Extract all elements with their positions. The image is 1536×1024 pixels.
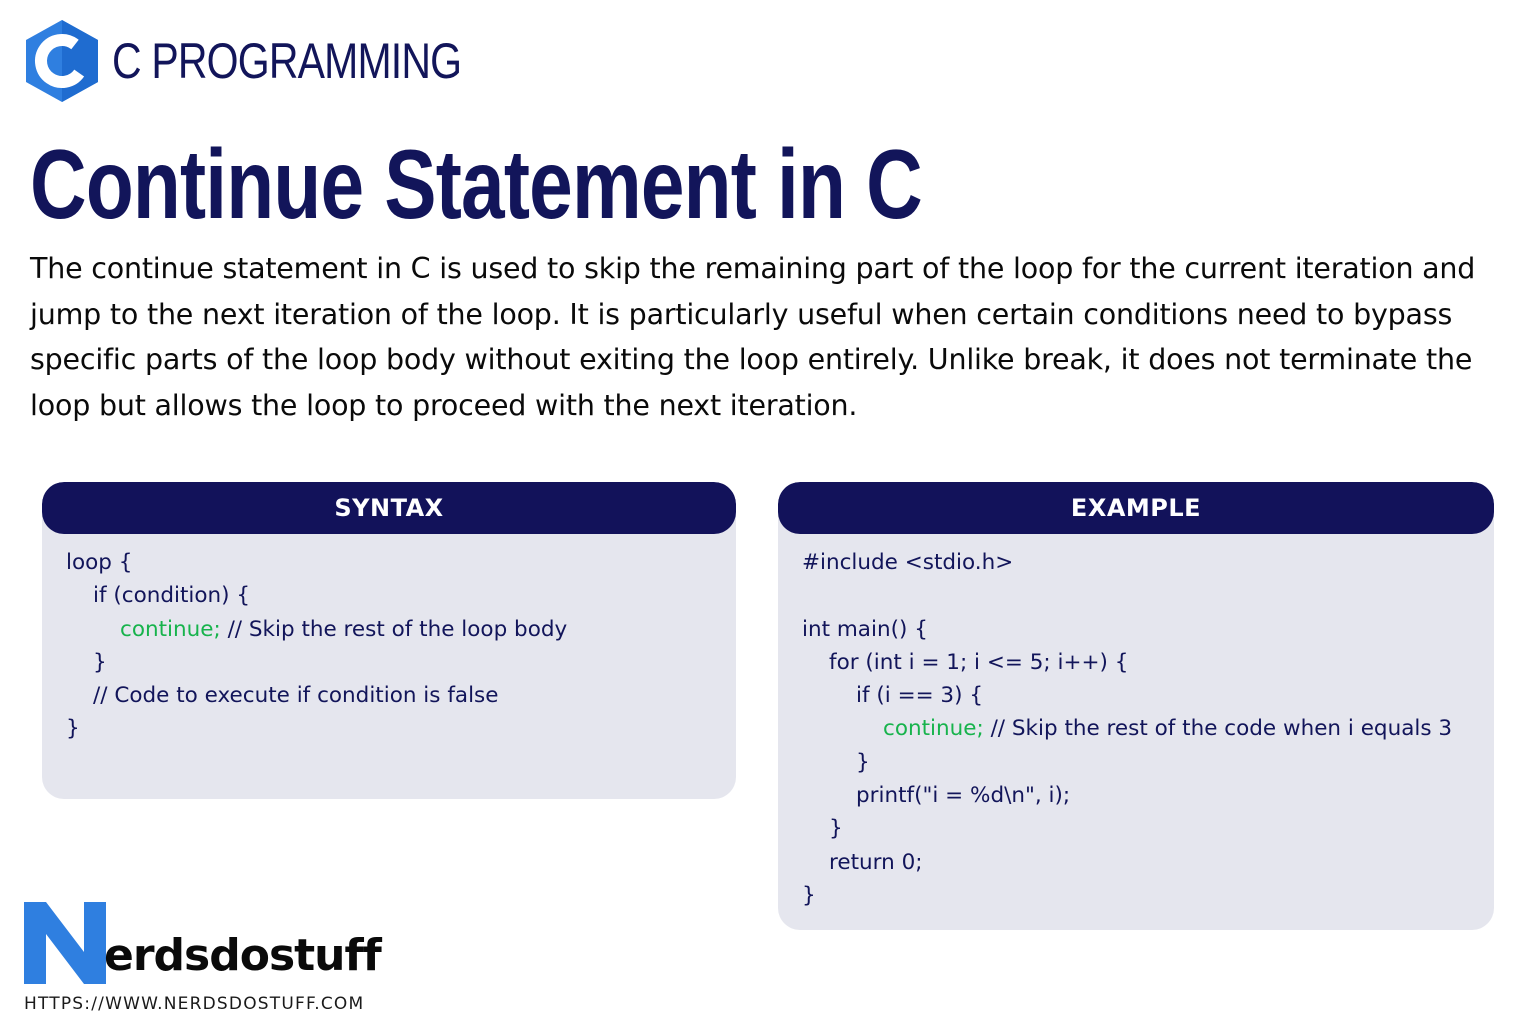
description-text: The continue statement in C is used to skip the remaining part of the loop for the current iteration and jump to the next iteration of the loop. It is particularly useful when certain conditions need to bypass specific parts of the loop body without exiting the loop entirely. Unlike break, it does not terminate the loop but allows the loop to proceed with the next iteration. xyxy=(30,252,1476,422)
code-line: if (i == 3) { xyxy=(856,683,984,709)
syntax-panel xyxy=(42,482,736,799)
page-title: Continue Statement in C xyxy=(30,129,922,239)
code-line: #include <stdio.h> xyxy=(802,550,1014,575)
code-line: } xyxy=(66,716,80,742)
code-line: // Code to execute if condition is false xyxy=(93,683,499,709)
code-line xyxy=(66,613,736,646)
code-line xyxy=(802,712,1494,745)
code-line: return 0; xyxy=(829,849,923,875)
example-panel xyxy=(778,482,1494,930)
continue-keyword: continue; xyxy=(883,716,984,742)
code-line: } xyxy=(802,882,816,908)
c-hexagon-icon xyxy=(24,18,100,104)
brand-header xyxy=(24,18,538,104)
brand-label: C PROGRAMMING xyxy=(112,33,462,89)
example-code xyxy=(778,534,1494,912)
code-line: } xyxy=(93,649,107,675)
code-comment: // Skip the rest of the code when i equals 3 xyxy=(983,716,1453,742)
code-line xyxy=(802,579,1494,612)
continue-keyword: continue; xyxy=(120,616,221,642)
code-line: } xyxy=(856,749,870,775)
footer-url[interactable]: HTTPS://WWW.NERDSDOSTUFF.COM xyxy=(24,994,365,1014)
code-line: for (int i = 1; i <= 5; i++) { xyxy=(829,649,1129,675)
code-line: int main() { xyxy=(802,616,928,642)
code-line: loop { xyxy=(66,550,133,575)
example-heading: EXAMPLE xyxy=(778,482,1494,534)
nerdsdostuff-logo xyxy=(24,902,384,986)
code-comment: // Skip the rest of the loop body xyxy=(220,616,568,642)
code-line: if (condition) { xyxy=(93,583,251,609)
code-line: } xyxy=(829,816,843,842)
n-letter-icon xyxy=(24,902,106,984)
syntax-heading: SYNTAX xyxy=(42,482,736,534)
footer-wordmark: erdsdostuff xyxy=(104,930,381,981)
code-line: printf("i = %d\n", i); xyxy=(856,783,1071,809)
syntax-code xyxy=(42,534,736,746)
